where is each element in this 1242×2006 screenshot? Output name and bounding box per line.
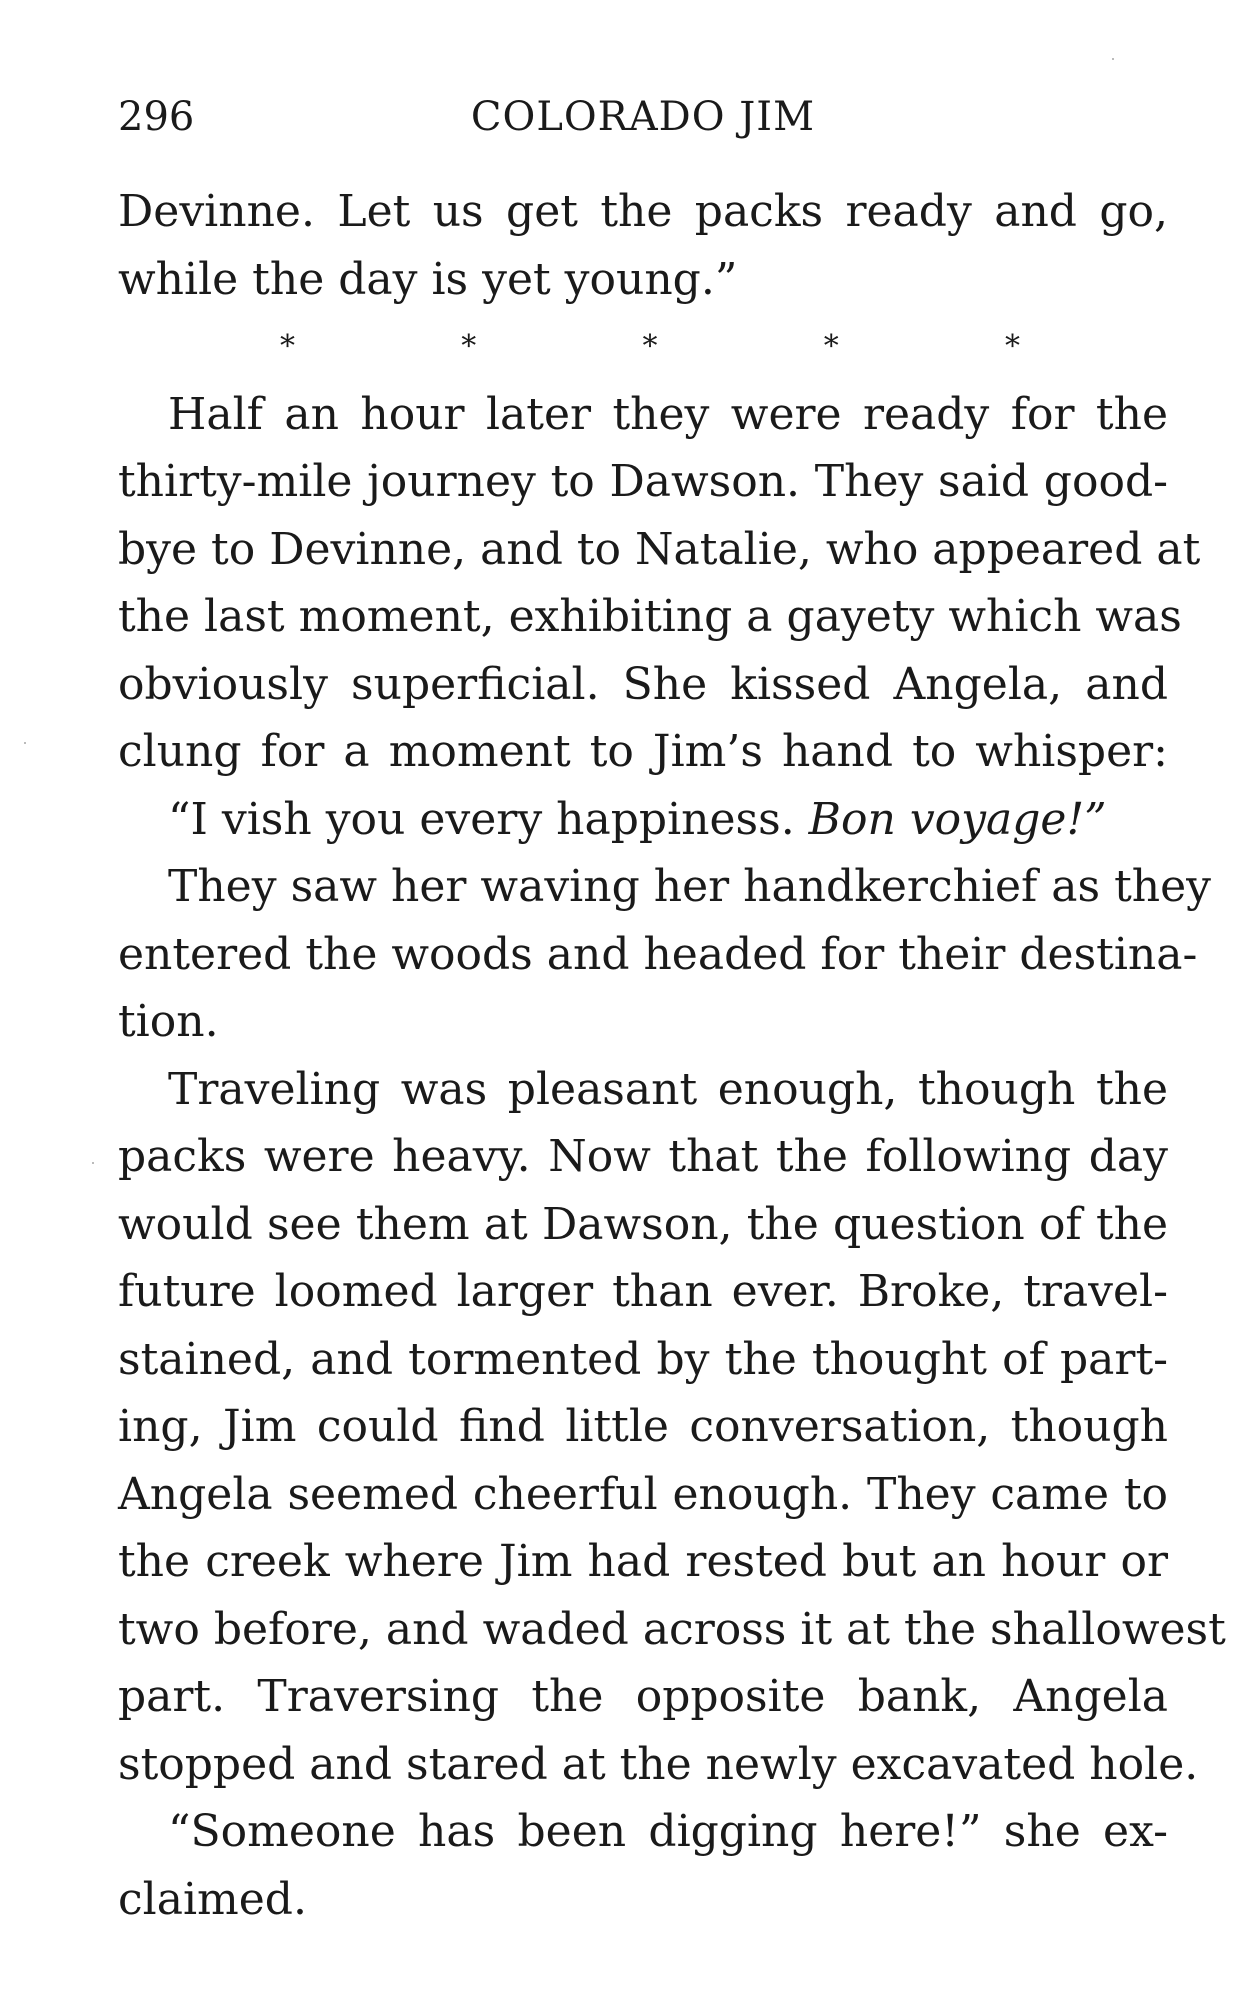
paper-speck [92,1162,94,1164]
text-line: future loomed larger than ever. Broke, travel- [118,1266,1168,1317]
text-line: bye to Devinne, and to Natalie, who appeared at [118,523,1201,575]
section-break-star: * [823,329,839,364]
text-line: clung for a moment to Jim’s hand to whisper: [118,726,1168,777]
text-line: the last moment, exhibiting a gayety which was [118,591,1182,642]
text-line: obviously superficial. She kissed Angela, and [118,658,1168,710]
text-line: two before, and waded across it at the shallowest [118,1603,1226,1655]
text-line: would see them at Dawson, the question of the [118,1198,1168,1250]
book-title: COLORADO JIM [470,94,816,140]
text-line: “Someone has been digging here!” she ex- [168,1806,1168,1857]
section-break-star: * [461,329,477,364]
text-line: entered the woods and headed for their destina- [118,928,1198,980]
body-text [118,178,1226,1933]
text-line: part. Traversing the opposite bank, Angela [118,1671,1168,1722]
section-break-star: * [642,329,658,364]
text-line: Traveling was pleasant enough, though the [168,1063,1168,1115]
italic-phrase: Bon voyage!” [808,793,1107,845]
text-line: ing, Jim could find little conversation, though [118,1401,1168,1452]
paper-speck [1112,58,1114,60]
text-line: Half an hour later they were ready for the [168,388,1168,440]
text-line: Devinne. Let us get the packs ready and go, [118,186,1168,237]
text-line: They saw her waving her handkerchief as they [168,861,1212,912]
quote-text: “I vish you every happiness. [168,793,809,845]
page-number: 296 [118,94,195,140]
section-break-star: * [1005,329,1020,364]
section-break-star: * [280,329,295,364]
text-line: thirty-mile journey to Dawson. They said good- [118,456,1168,507]
text-line: stopped and stared at the newly excavated hole. [118,1738,1199,1790]
text-line: the creek where Jim had rested but an hour or [118,1536,1168,1587]
text-line: Angela seemed cheerful enough. They came to [118,1468,1168,1520]
text-line: tion. [118,996,219,1047]
running-head [118,92,1168,142]
text-line: stained, and tormented by the thought of part- [118,1333,1168,1385]
paper-speck [24,742,26,744]
section-break [118,313,1168,381]
text-line: claimed. [118,1873,307,1925]
text-line: while the day is yet young.” [118,253,738,305]
text-line [118,786,1168,854]
text-line: packs were heavy. Now that the following day [118,1131,1168,1182]
